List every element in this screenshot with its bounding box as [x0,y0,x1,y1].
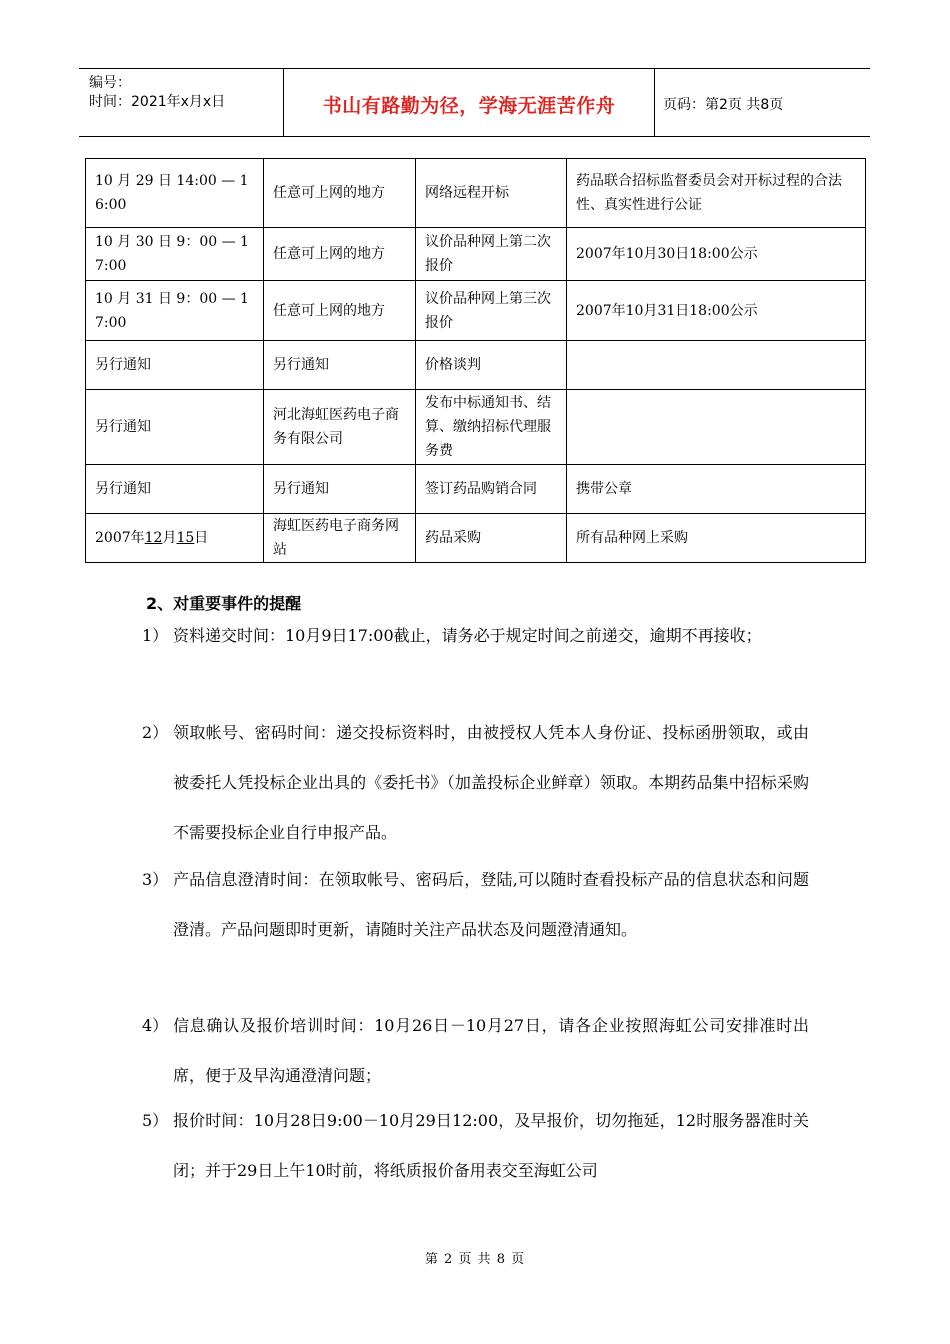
schedule-table [85,158,866,563]
item-number: 4） [142,1016,169,1035]
list-item [142,1001,809,1101]
item-number: 2） [142,723,169,742]
item-number: 5） [142,1111,169,1130]
event-cell: 价格谈判 [416,341,567,390]
header-page-number: 页码：第2页 共8页 [663,97,784,113]
table-row [86,390,866,465]
item-text: 信息确认及报价培训时间：10月26日－10月27日，请各企业按照海虹公司安排准时出席，便于及早沟通澄清问题； [173,1016,809,1085]
note-cell: 2007年10月30日18:00公示 [567,228,866,281]
note-cell: 携带公章 [567,465,866,514]
list-item [142,708,809,858]
header-motto-cell [284,69,655,136]
page-footer: 第 2 页 共 8 页 [424,1252,526,1267]
time-cell: 另行通知 [86,465,264,514]
item-number: 3） [142,870,169,889]
time-cell: 10 月 31 日 9：00 — 17:00 [86,281,264,341]
list-item [142,611,809,661]
item-number: 1） [142,626,169,645]
place-cell: 海虹医药电子商务网站 [264,514,416,563]
document-date-label: 时间：2021年x月x日 [89,94,226,110]
place-cell: 河北海虹医药电子商务有限公司 [264,390,416,465]
item-text: 产品信息澄清时间：在领取帐号、密码后，登陆,可以随时查看投标产品的信息状态和问题澄清。产品问题即时更新，请随时关注产品状态及问题澄清通知。 [173,870,809,939]
month-unit: 月 [162,530,177,546]
day-unit: 日 [194,530,209,546]
place-cell: 另行通知 [264,341,416,390]
time-cell: 另行通知 [86,341,264,390]
year-part: 2007年 [95,530,145,546]
section-title: 2、对重要事件的提醒 [146,594,302,613]
place-cell: 另行通知 [264,465,416,514]
month-value: 12 [144,530,163,546]
page-header [79,68,870,137]
note-cell: 2007年10月31日18:00公示 [567,281,866,341]
document-number-label: 编号： [89,75,131,91]
event-cell: 网络远程开标 [416,159,567,228]
table-row [86,228,866,281]
note-cell [567,390,866,465]
event-cell: 议价品种网上第三次报价 [416,281,567,341]
table-row [86,159,866,228]
time-cell [86,514,264,563]
list-item [142,1096,809,1196]
table-row [86,341,866,390]
time-cell: 另行通知 [86,390,264,465]
event-cell: 发布中标通知书、结算、缴纳招标代理服务费 [416,390,567,465]
day-value: 15 [176,530,195,546]
table-row [86,514,866,563]
event-cell: 议价品种网上第二次报价 [416,228,567,281]
place-cell: 任意可上网的地方 [264,281,416,341]
note-cell [567,341,866,390]
time-cell: 10 月 29 日 14:00 — 16:00 [86,159,264,228]
item-text: 领取帐号、密码时间：递交投标资料时，由被授权人凭本人身份证、投标函册领取，或由被委托人凭投标企业出具的《委托书》（加盖投标企业鲜章）领取。本期药品集中招标采购不需要投标企业自行申报产品。 [173,723,809,842]
table-row [86,281,866,341]
event-cell: 签订药品购销合同 [416,465,567,514]
item-text: 资料递交时间：10月9日17:00截止，请务必于规定时间之前递交，逾期不再接收； [173,626,762,645]
place-cell: 任意可上网的地方 [264,228,416,281]
time-cell: 10 月 30 日 9：00 — 17:00 [86,228,264,281]
header-meta-cell [79,69,284,136]
event-cell: 药品采购 [416,514,567,563]
header-motto: 书山有路勤为径，学海无涯苦作舟 [322,95,616,117]
note-cell: 所有品种网上采购 [567,514,866,563]
table-row [86,465,866,514]
note-cell: 药品联合招标监督委员会对开标过程的合法性、真实性进行公证 [567,159,866,228]
place-cell: 任意可上网的地方 [264,159,416,228]
item-text: 报价时间：10月28日9:00－10月29日12:00，及早报价，切勿拖延，12时服务器准时关闭；并于29日上午10时前，将纸质报价备用表交至海虹公司 [173,1111,809,1180]
list-item [142,855,809,955]
header-page-cell [655,69,870,136]
